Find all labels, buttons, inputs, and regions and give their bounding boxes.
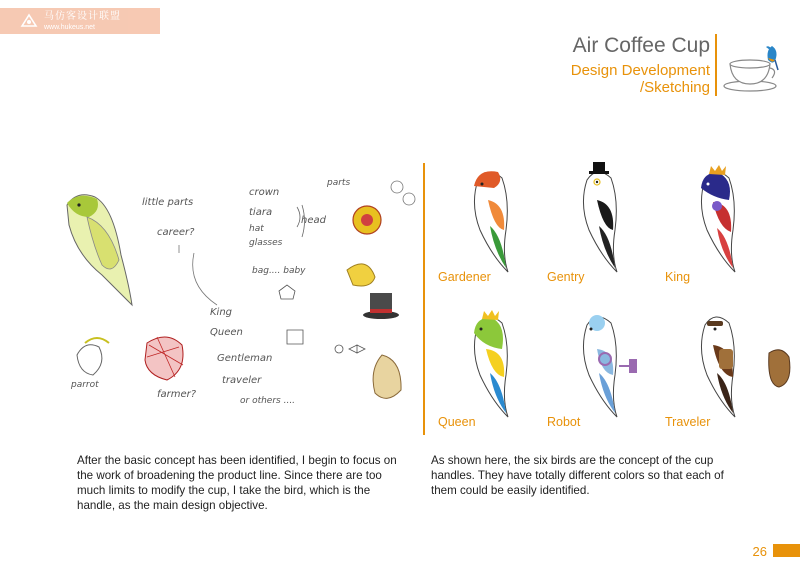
sketch-note: glasses xyxy=(249,238,283,248)
queen-bird-icon xyxy=(458,305,518,420)
gentry-bird-icon xyxy=(567,160,627,275)
bird-label: Robot xyxy=(547,415,581,429)
traveler-bird-icon xyxy=(685,305,800,420)
sketch-note: bag.... baby xyxy=(252,266,306,276)
content-divider xyxy=(423,163,425,435)
bird-card-gardener xyxy=(438,160,548,290)
sketch-illustration xyxy=(57,165,417,415)
watermark-url: www.hukeus.net xyxy=(44,23,95,31)
sketch-note: Gentleman xyxy=(217,353,273,364)
body-text-left: After the basic concept has been identified, I begin to focus on the work of broadening the product line. Since there are too much limits to modify the cup, I take the bird, which is the handle, as the main design objective. xyxy=(77,454,397,512)
sketch-note: or others .... xyxy=(240,396,296,406)
sketch-green-bird xyxy=(67,195,132,305)
bird-label: Gardener xyxy=(438,270,491,284)
sketch-farmer-bird xyxy=(145,337,183,380)
sketch-note: traveler xyxy=(222,375,262,386)
sketch-note: King xyxy=(210,307,233,318)
bird-card-king xyxy=(665,160,775,290)
bird-label: Queen xyxy=(438,415,476,429)
bird-card-robot xyxy=(547,305,657,435)
watermark xyxy=(0,8,160,34)
page-title: Air Coffee Cup xyxy=(572,34,710,57)
header-divider xyxy=(715,34,717,96)
page-subtitle-line1: Design Development xyxy=(570,62,710,79)
page-number: 26 xyxy=(752,544,767,559)
bird-label: King xyxy=(665,270,691,284)
body-text-right: As shown here, the six birds are the concept of the cup handles. They have totally different colors so that each of them could be easily identified. xyxy=(431,454,724,497)
sketch-note: career? xyxy=(157,227,195,238)
bird-label: Gentry xyxy=(547,270,585,284)
robot-bird-icon xyxy=(567,305,647,420)
gardener-bird-icon xyxy=(458,160,518,275)
bird-card-gentry xyxy=(547,160,657,290)
sketch-note: parts xyxy=(327,178,351,188)
bird-label: Traveler xyxy=(665,415,711,429)
page-subtitle-line2: /Sketching xyxy=(639,79,710,96)
watermark-logo-icon xyxy=(20,12,38,30)
sketch-note: farmer? xyxy=(157,389,197,400)
page-header xyxy=(571,34,710,96)
sketch-parrot xyxy=(77,338,109,375)
bird-card-traveler xyxy=(665,305,775,435)
sketch-note: head xyxy=(301,215,326,226)
sketch-note: tiara xyxy=(249,207,273,218)
sketch-note: crown xyxy=(249,187,280,198)
bird-card-queen xyxy=(438,305,548,435)
sketch-note: Queen xyxy=(210,327,243,338)
sketch-note: hat xyxy=(249,224,264,234)
page-number-tab xyxy=(773,544,800,557)
coffee-cup-bird-icon xyxy=(722,40,782,96)
sketch-note: little parts xyxy=(142,197,194,208)
watermark-text: 马仿客设计联盟 xyxy=(44,10,121,22)
king-bird-icon xyxy=(685,160,745,275)
sketch-note: parrot xyxy=(71,380,99,390)
